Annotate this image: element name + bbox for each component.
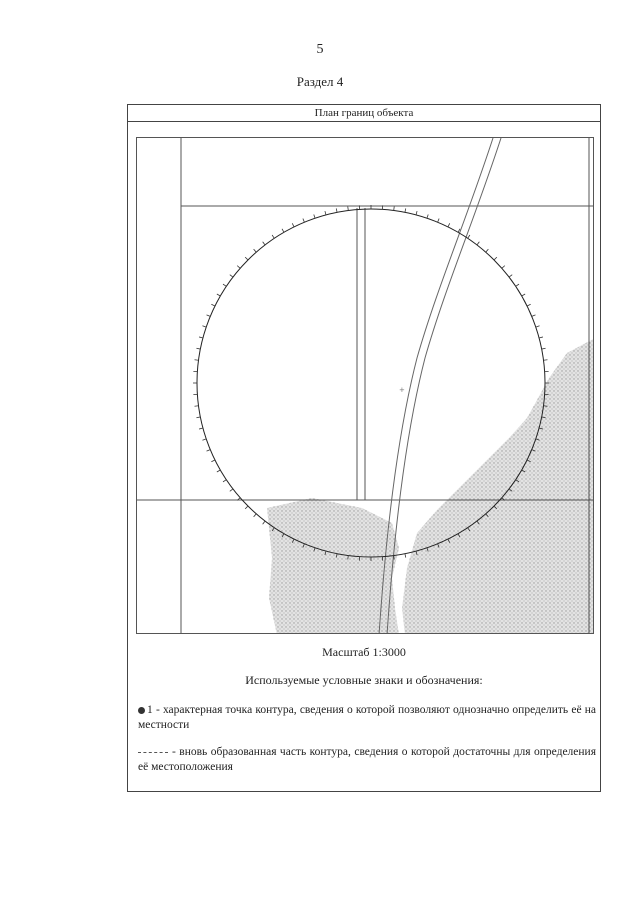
contour-point-tick [211,304,215,306]
contour-point-tick [509,275,512,277]
contour-point-tick [207,450,211,452]
contour-point-tick [348,207,349,211]
contour-point-tick [223,284,226,286]
contour-point-tick [336,208,337,212]
contour-point-tick [211,460,215,462]
contour-point-tick [405,208,406,212]
contour-point-tick [303,219,305,223]
contour-point-tick [494,257,497,260]
shaded-area-right [402,338,594,634]
page-number: 5 [316,42,324,57]
contour-point-tick [196,417,200,418]
legend-title: Используемые условные знаки и обозначения: [245,673,483,687]
plan-title: План границ объекта [128,105,600,122]
contour-point-tick [263,521,265,524]
point-marker-icon [138,707,145,714]
contour-point-tick [282,229,284,232]
contour-point-tick [544,406,548,407]
contour-point-tick [217,470,220,472]
contour-point-tick [202,439,206,440]
contour-point-tick [527,304,531,306]
contour-point-tick [195,406,199,407]
contour-point-tick [394,207,395,211]
contour-point-tick [217,294,220,296]
contour-point-tick [325,211,326,215]
contour-point-tick [522,294,525,296]
contour-point-tick [207,315,211,317]
contour-point-tick [245,257,248,260]
contour-point-tick [427,214,428,218]
contour-point-tick [196,348,200,349]
boundary-map [137,138,594,634]
contour-point-tick [254,249,257,252]
contour-point-tick [195,360,199,361]
contour-point-tick [263,242,265,245]
legend-point-label: 1 [147,704,153,716]
contour-point-tick [394,556,395,560]
contour-point-tick [237,266,240,269]
scale-label: Масштаб 1:3000 [322,645,406,659]
contour-point-tick [502,266,505,269]
contour-points [193,205,549,561]
legend-point-text: - характерная точка контура, сведения о которой позволяют однозначно определить её на местности [138,704,596,731]
contour-point-tick [230,275,233,277]
contour-point-tick [468,235,470,238]
contour-point-tick [292,223,294,227]
contour-point-tick [314,214,315,218]
dashed-line-icon [138,752,168,753]
contour-point-tick [348,556,349,560]
contour-point-tick [416,211,417,215]
legend-line-text: - вновь образованная часть контура, сведения о которой достаточны для определения её местоположения [138,746,596,773]
section-title: Раздел 4 [296,74,344,89]
map-area [136,137,594,634]
contour-point-tick [245,506,248,509]
contour-point-tick [272,235,274,238]
contour-point-tick [532,315,536,317]
contour-point-tick [477,242,479,245]
contour-point-tick [199,337,203,338]
contour-point-tick [230,489,233,491]
plan-frame [127,104,601,792]
contour-point-tick [542,348,546,349]
center-mark: + [399,386,405,394]
contour-point-tick [254,514,257,517]
contour-point-tick [405,554,406,558]
contour-point-tick [536,326,540,327]
shaded-area-bottom-left [267,498,399,634]
legend-item-line [138,745,596,775]
contour-point-tick [448,223,450,227]
contour-point-tick [199,428,203,429]
legend-item-point [138,703,596,733]
contour-point-tick [539,337,543,338]
contour-point-tick [438,219,440,223]
contour-point-tick [516,284,519,286]
contour-point-tick [223,480,226,482]
contour-point-tick [486,249,489,252]
contour-point-tick [202,326,206,327]
contour-point-tick [544,360,548,361]
